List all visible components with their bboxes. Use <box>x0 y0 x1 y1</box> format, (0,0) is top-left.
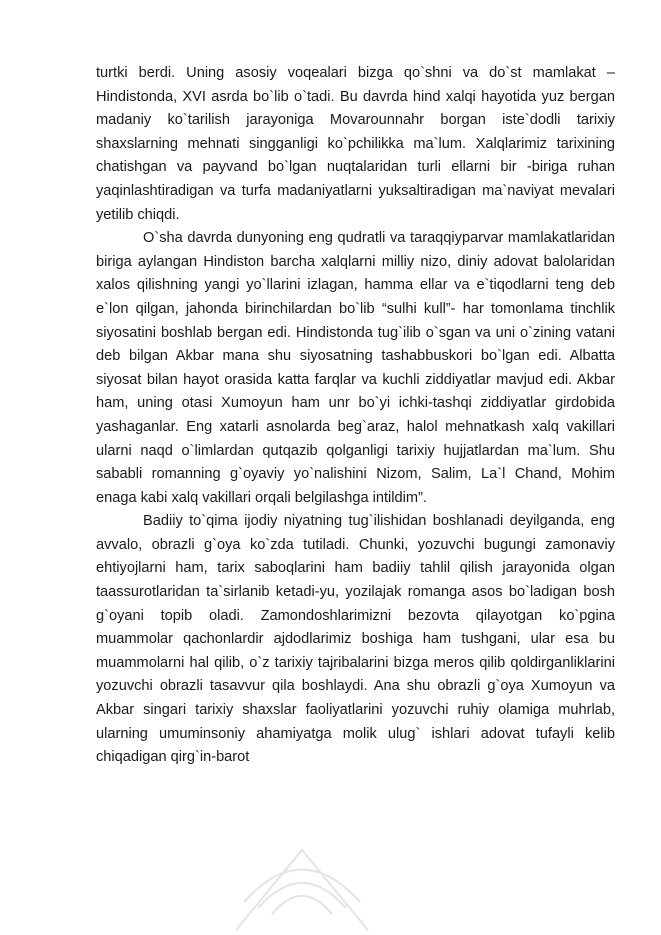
paragraph-3: Badiiy to`qima ijodiy niyatning tug`ilishidan boshlanadi deyilganda, eng avvalo, obrazli g`oya ko`zda tutiladi. Chunki, yozuvchi bugungi zamonaviy ehtiyojlarni ham, tarix saboqlarini ham badiiy tahlil qilish jarayonida olgan taassurotlaridan ta`sirlanib ketadi-yu, yozilajak romanga asos bo`ladigan bosh g`oyani topib oladi. Zamondoshlarimizni bezovta qilayotgan ko`pgina muammolar qachonlardir ajdodlarimiz boshiga ham tushgani, ular esa bu muammolarni hal qilib, o`z tarixiy tajribalarini bizga meros qilib qoldirganliklarini yozuvchi obrazli tasavvur qila boshlaydi. Ana shu obrazli g`oya Xumoyun va Akbar singari tarixiy shaxslar faoliyatlarini yozuvchi ruhiy olamiga muhrlab, ularning umuminsoniy ahamiyatga molik ulug` ishlari adovat tufayli kelib chiqadigan qirg`in-barot <box>96 513 615 766</box>
watermark-logo-icon <box>222 842 382 932</box>
paragraph-2: O`sha davrda dunyoning eng qudratli va taraqqiyparvar mamlakatlaridan biriga aylangan Hindiston barcha xalqlarni milliy nizo, diniy adovat balolaridan xalos qilishning yangi yo`llarini izlagan, hamma ellar va e`tiqodlarni teng deb e`lon qilgan, jahonda birinchilardan bo`lib “sulhi kull”- har tomonlama tinchlik siyosatini boshlab bergan edi. Hindistonda tug`ilib o`sgan va uni o`zining vatani deb bilgan Akbar mana shu siyosatning tashabbuskori bo`lgan edi. Albatta siyosat bilan hayot orasida katta farqlar va kuchli ziddiyatlar mavjud edi. Akbar ham, uning otasi Xumoyun ham unr bo`yi ichki-tashqi ziddiyatlar girdobida yashaganlar. Eng xatarli asnolarda beg`araz, halol mehnatkash xalq vakillari ularni naqd o`limlardan qutqazib qolganligi tarixiy hujjatlardan ma`lum. Shu sababli romanning g`oyaviy yo`nalishini Nizom, Salim, La`l Chand, Mohim enaga kabi xalq vakillari orqali belgilashga intildim”. <box>96 230 615 506</box>
paragraph-1: turtki berdi. Uning asosiy voqealari bizga qo`shni va do`st mamlakat – Hindistonda, XVI asrda bo`lib o`tadi. Bu davrda hind xalqi hayotida yuz bergan madaniy ko`tarilish jarayoniga Movarounnahr borgan iste`dodli tarixiy shaxslarning mehnati singganligi ko`pchilikka ma`lum. Xalqlarimiz tarixining chatishgan va payvand bo`lgan nuqtalaridan turli ellarni bir -biriga ruhan yaqinlashtiradigan va turfa madaniyatlarni yuksaltiradigan ma`naviyat mevalari yetilib chiqdi. <box>96 65 615 223</box>
document-body <box>96 62 615 770</box>
